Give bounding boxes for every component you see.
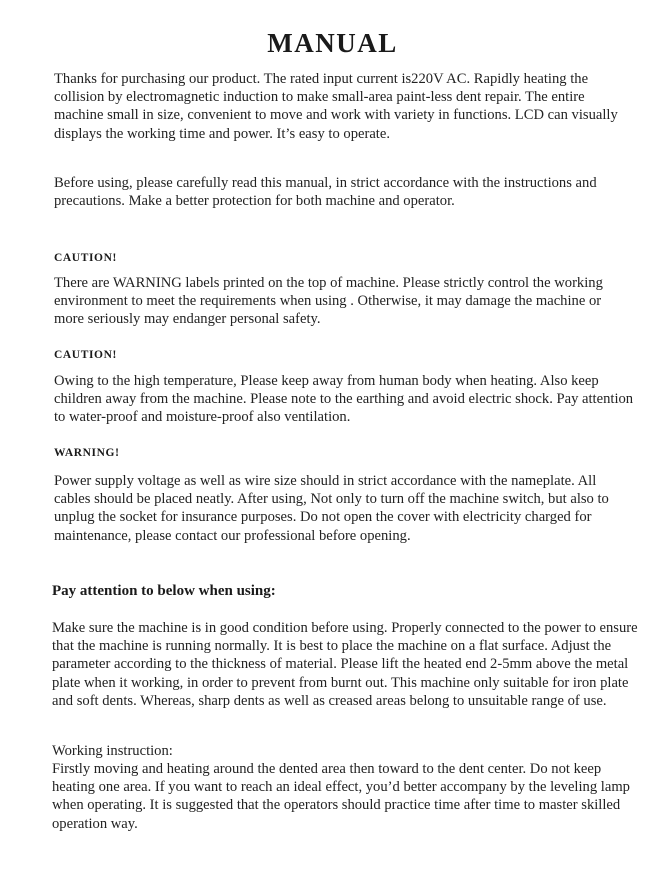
- caution-text: Owing to the high temperature, Please keep away from human body when heating. Also keep children away from the machine. Please note to the earthing and avoid electric shock. Pay attention to water-proof and moisture-proof also ventilation.: [54, 373, 634, 426]
- attention-heading: Pay attention to below when using:: [52, 583, 276, 599]
- attention-paragraph: Make sure the machine is in good condition before using. Properly connected to the power to ensure that the machine is running normally. It is best to place the machine on a flat surface. Adjust the parameter according to the thickness of material. Please lift the heated end 2-5mm above the metal plate when it working, in order to prevent from burnt out. This machine only suitable for iron plate and soft dents. Whereas, sharp dents as well as creased areas belong to unsuitable range of use.: [52, 620, 638, 709]
- warning-label: WARNING!: [54, 447, 120, 459]
- caution-text: There are WARNING labels printed on the top of machine. Please strictly control the working environment to meet the requirements when using . Otherwise, it may damage the machine or more seriously may endanger personal safety.: [54, 275, 603, 328]
- warning-text: Power supply voltage as well as wire size should in strict accordance with the nameplate. All cables should be placed neatly. After using, Not only to turn off the machine switch, but also to unplug the socket for insurance purposes. Do not open the cover with electricity charged for maintenance, please contact our professional before opening.: [54, 473, 609, 544]
- page-title: MANUAL: [267, 28, 398, 58]
- before-using-paragraph: Before using, please carefully read this manual, in strict accordance with the instructions and precautions. Make a better protection for both machine and operator.: [54, 175, 597, 210]
- intro-paragraph: Thanks for purchasing our product. The rated input current is220V AC. Rapidly heating the collision by electromagnetic induction to make small-area paint-less dent repair. The entire machine small in size, convenient to move and work with variety in functions. LCD can visually displays the working time and power. It’s easy to operate.: [54, 71, 618, 142]
- working-heading: Working instruction:: [52, 743, 173, 759]
- caution-label: CAUTION!: [54, 252, 117, 264]
- working-paragraph: Firstly moving and heating around the dented area then toward to the dent center. Do not keep heating one area. If you want to reach an ideal effect, you’d better accompany by the leveling lamp when operating. It is suggested that the operators should practice time after time to master skilled operation way.: [52, 761, 630, 832]
- caution-label: CAUTION!: [54, 349, 117, 361]
